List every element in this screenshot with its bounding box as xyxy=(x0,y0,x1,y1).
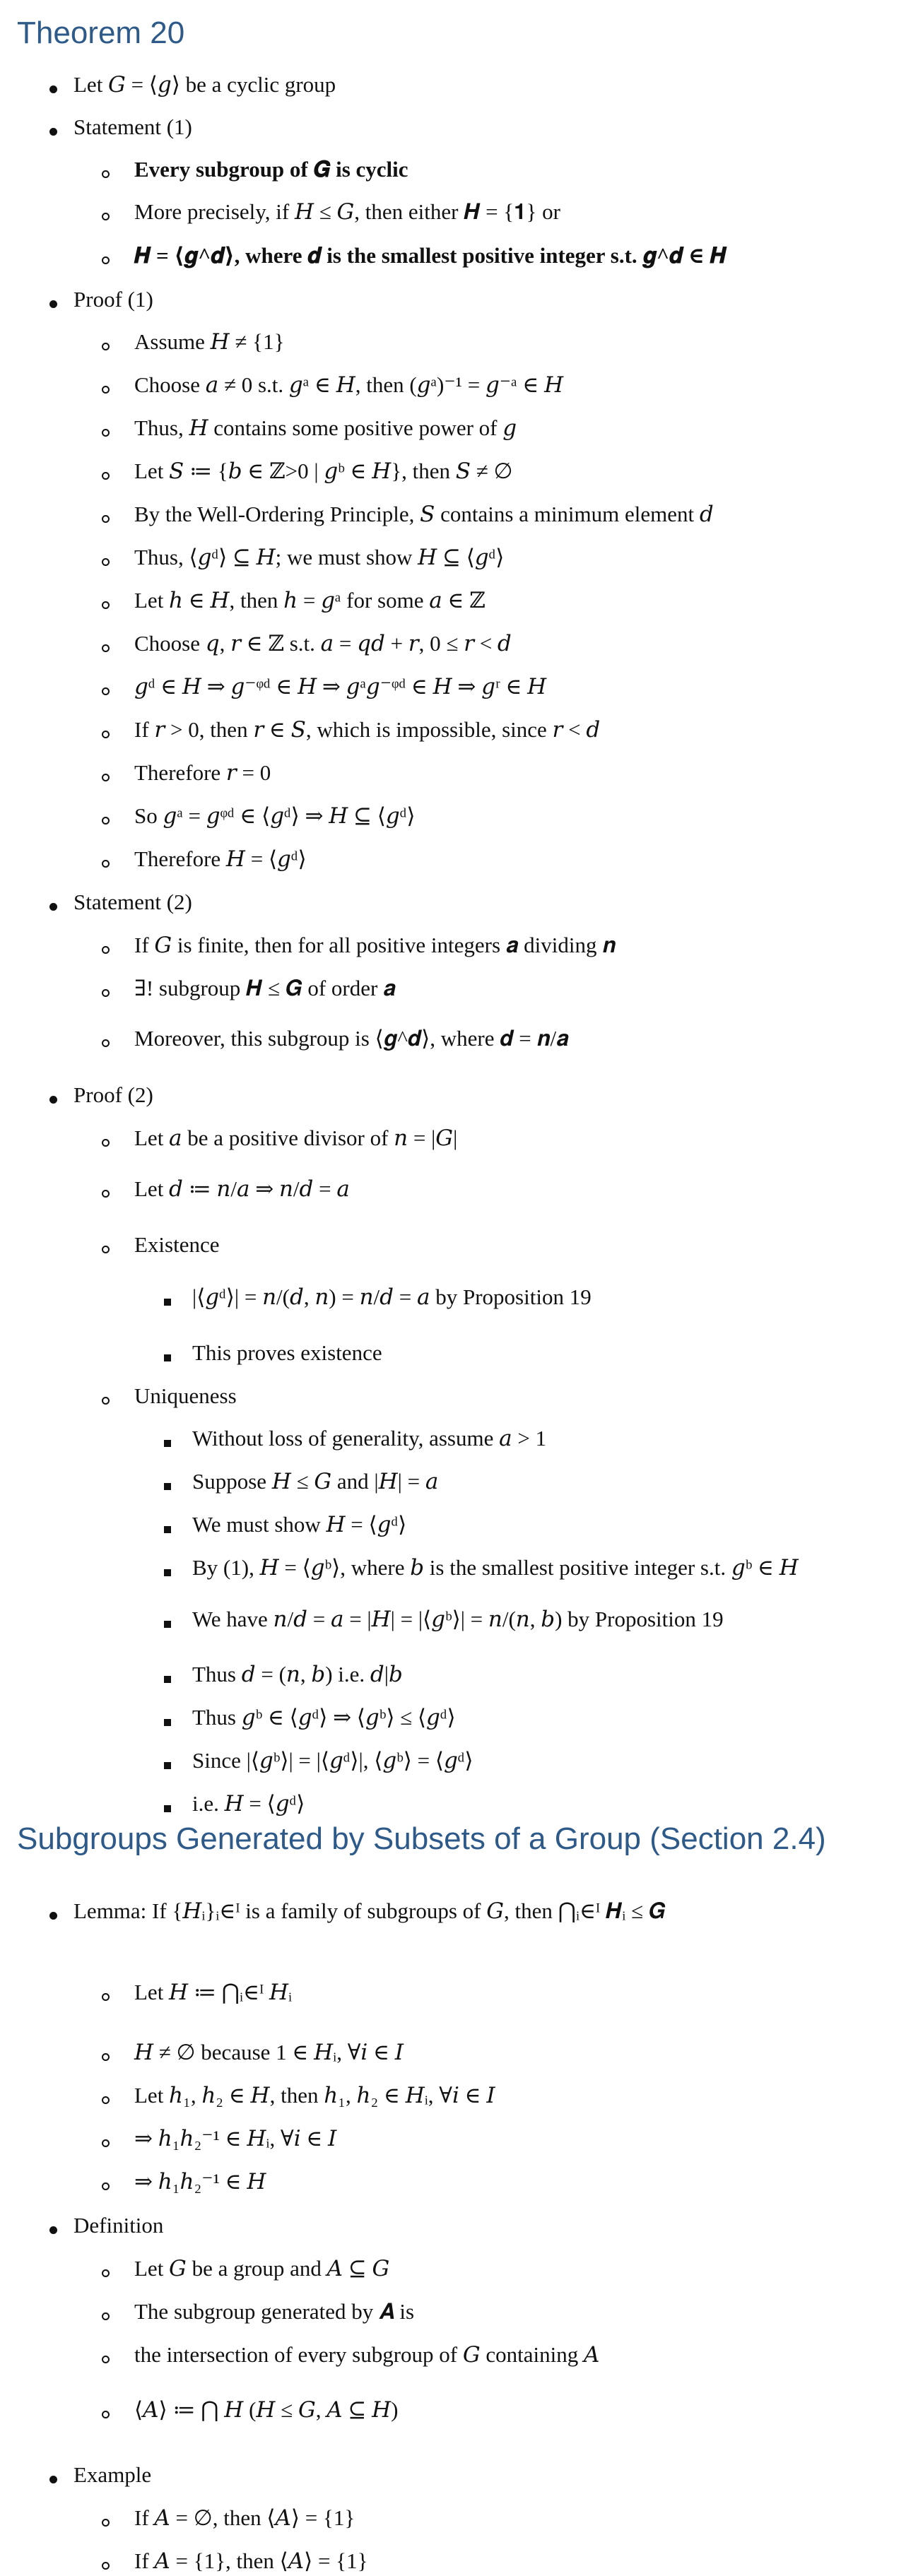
list-item-t23: Moreover, this subgroup is ⟨𝒈^𝒅⟩, where 𝒅 = 𝒏/𝒂 xyxy=(134,1026,569,1051)
bullet-icon xyxy=(164,1756,171,1772)
list-item-t26: Let 𝑑 ≔ 𝑛/𝑎 ⇒ 𝑛/𝑑 = 𝑎 xyxy=(134,1176,350,1201)
list-item-t17: Therefore 𝑟 = 0 xyxy=(134,760,271,785)
list-item-s1: Lemma: If {𝐻ᵢ}ᵢ∈ᴵ is a family of subgroups of 𝐺, then ⋂ᵢ∈ᴵ 𝑯ᵢ ≤ 𝑮 xyxy=(73,1898,666,1923)
bullet-icon xyxy=(102,2264,110,2280)
list-item-t31: Without loss of generality, assume 𝑎 > 1 xyxy=(192,1426,547,1451)
bullet-icon xyxy=(164,1349,171,1364)
bullet-icon xyxy=(49,1091,57,1106)
theorem-heading: Theorem 20 xyxy=(17,16,185,50)
list-item-s10: the intersection of every subgroup of 𝐺 containing 𝐴 xyxy=(134,2342,600,2367)
list-item-t35: We have 𝑛/𝑑 = 𝑎 = |𝐻| = |⟨𝑔ᵇ⟩| = 𝑛/(𝑛, 𝑏) by Proposition 19 xyxy=(192,1607,724,1631)
bullet-icon xyxy=(102,941,110,957)
bullet-icon xyxy=(164,1800,171,1815)
list-item-t16: If 𝑟 > 0, then 𝑟 ∈ 𝑆, which is impossible, since 𝑟 < 𝑑 xyxy=(134,717,601,742)
bullet-icon xyxy=(102,1988,110,2004)
list-item-s6: ⇒ ℎ₁ℎ₂⁻¹ ∈ 𝐻 xyxy=(134,2169,266,2194)
bullet-icon xyxy=(164,1477,171,1493)
list-item-s12: Example xyxy=(73,2462,152,2487)
list-item-s3: 𝐻 ≠ ∅ because 1 ∈ 𝐻ᵢ, ∀𝑖 ∈ 𝐼 xyxy=(134,2040,404,2064)
list-item-t15: 𝑔ᵈ ∈ 𝐻 ⇒ 𝑔⁻ᵠᵈ ∈ 𝐻 ⇒ 𝑔ᵃ𝑔⁻ᵠᵈ ∈ 𝐻 ⇒ 𝑔ʳ ∈ 𝐻 xyxy=(134,674,547,699)
bullet-icon xyxy=(164,1520,171,1536)
bullet-icon xyxy=(102,596,110,612)
list-item-t30: Uniqueness xyxy=(134,1383,237,1408)
list-item-t18: So 𝑔ᵃ = 𝑔ᵠᵈ ∈ ⟨𝑔ᵈ⟩ ⇒ 𝐻 ⊆ ⟨𝑔ᵈ⟩ xyxy=(134,803,416,828)
list-item-s9: The subgroup generated by 𝑨 is xyxy=(134,2299,415,2324)
bullet-icon xyxy=(102,1034,110,1050)
list-item-s4: Let ℎ₁, ℎ₂ ∈ 𝐻, then ℎ₁, ℎ₂ ∈ 𝐻ᵢ, ∀𝑖 ∈ 𝐼 xyxy=(134,2083,495,2108)
list-item-t4: More precisely, if 𝐻 ≤ 𝐺, then either 𝑯 = {𝟏} or xyxy=(134,199,560,224)
bullet-icon xyxy=(102,338,110,353)
list-item-t13: Let ℎ ∈ 𝐻, then ℎ = 𝑔ᵃ for some 𝑎 ∈ ℤ xyxy=(134,588,486,613)
bullet-icon xyxy=(102,769,110,784)
list-item-t20: Statement (2) xyxy=(73,890,192,914)
bullet-icon xyxy=(102,2178,110,2193)
bullet-icon xyxy=(102,1241,110,1256)
list-item-s2: Let 𝐻 ≔ ⋂ᵢ∈ᴵ 𝐻ᵢ xyxy=(134,1980,293,2004)
list-item-s13: If 𝐴 = ∅, then ⟨𝐴⟩ = {1} xyxy=(134,2505,355,2530)
list-item-t21: If 𝐺 is finite, then for all positive integers 𝒂 dividing 𝒏 xyxy=(134,933,616,957)
list-item-t3: Every subgroup of 𝑮 is cyclic xyxy=(134,157,408,182)
bullet-icon xyxy=(164,1713,171,1729)
list-item-t9: Thus, 𝐻 contains some positive power of 𝑔 xyxy=(134,415,517,440)
list-item-t6: Proof (1) xyxy=(73,287,153,312)
bullet-icon xyxy=(102,510,110,526)
list-item-t27: Existence xyxy=(134,1232,220,1257)
bullet-icon xyxy=(49,2471,57,2486)
list-item-s11: ⟨𝐴⟩ ≔ ⋂ 𝐻 (𝐻 ≤ 𝐺, 𝐴 ⊆ 𝐻) xyxy=(134,2397,399,2422)
list-item-t34: By (1), 𝐻 = ⟨𝑔ᵇ⟩, where 𝑏 is the smallest positive integer s.t. 𝑔ᵇ ∈ 𝐻 xyxy=(192,1555,799,1580)
list-item-t8: Choose 𝑎 ≠ 0 s.t. 𝑔ᵃ ∈ 𝐻, then (𝑔ᵃ)⁻¹ = 𝑔⁻ᵃ ∈ 𝐻 xyxy=(134,372,564,397)
bullet-icon xyxy=(102,2134,110,2150)
bullet-icon xyxy=(102,812,110,827)
list-item-t5: 𝑯 = ⟨𝒈^𝒅⟩, where 𝒅 is the smallest positive integer s.t. 𝒈^𝒅 ∈ 𝑯 xyxy=(134,243,726,268)
bullet-icon xyxy=(102,1392,110,1407)
bullet-icon xyxy=(102,2557,110,2572)
bullet-icon xyxy=(102,381,110,396)
list-item-s7: Definition xyxy=(73,2213,164,2238)
list-item-t10: Let 𝑆 ≔ {𝑏 ∈ ℤ>0 | 𝑔ᵇ ∈ 𝐻}, then 𝑆 ≠ ∅ xyxy=(134,459,513,483)
bullet-icon xyxy=(49,1907,57,1922)
bullet-icon xyxy=(102,2048,110,2064)
list-item-t32: Suppose 𝐻 ≤ 𝐺 and |𝐻| = 𝑎 xyxy=(192,1469,439,1494)
list-item-t29: This proves existence xyxy=(192,1340,382,1365)
bullet-icon xyxy=(102,252,110,267)
bullet-icon xyxy=(102,165,110,181)
list-item-t19: Therefore 𝐻 = ⟨𝑔ᵈ⟩ xyxy=(134,846,307,871)
list-item-s14: If 𝐴 = {1}, then ⟨𝐴⟩ = {1} xyxy=(134,2548,368,2573)
bullet-icon xyxy=(102,639,110,655)
list-item-s5: ⇒ ℎ₁ℎ₂⁻¹ ∈ 𝐻ᵢ, ∀𝑖 ∈ 𝐼 xyxy=(134,2126,337,2151)
list-item-t28: |⟨𝑔ᵈ⟩| = 𝑛/(𝑑, 𝑛) = 𝑛/𝑑 = 𝑎 by Proposition 19 xyxy=(192,1284,592,1309)
bullet-icon xyxy=(49,123,57,138)
bullet-icon xyxy=(102,2308,110,2323)
bullet-icon xyxy=(102,2351,110,2366)
list-item-t38: Since |⟨𝑔ᵇ⟩| = |⟨𝑔ᵈ⟩|, ⟨𝑔ᵇ⟩ = ⟨𝑔ᵈ⟩ xyxy=(192,1748,473,1773)
bullet-icon xyxy=(102,2406,110,2421)
list-item-t2: Statement (1) xyxy=(73,114,192,139)
list-item-t7: Assume 𝐻 ≠ {1} xyxy=(134,329,285,354)
bullet-icon xyxy=(102,553,110,569)
bullet-icon xyxy=(102,467,110,483)
list-item-t36: Thus 𝑑 = (𝑛, 𝑏) i.e. 𝑑|𝑏 xyxy=(192,1662,403,1686)
bullet-icon xyxy=(164,1670,171,1686)
list-item-t11: By the Well-Ordering Principle, 𝑆 contains a minimum element 𝑑 xyxy=(134,502,714,526)
bullet-icon xyxy=(102,855,110,870)
section-heading: Subgroups Generated by Subsets of a Group (Section 2.4) xyxy=(17,1821,826,1856)
list-item-t14: Choose 𝑞, 𝑟 ∈ ℤ s.t. 𝑎 = 𝑞𝑑 + 𝑟, 0 ≤ 𝑟 < 𝑑 xyxy=(134,631,512,656)
list-item-t25: Let 𝑎 be a positive divisor of 𝑛 = |𝐺| xyxy=(134,1125,458,1150)
list-item-t37: Thus 𝑔ᵇ ∈ ⟨𝑔ᵈ⟩ ⇒ ⟨𝑔ᵇ⟩ ≤ ⟨𝑔ᵈ⟩ xyxy=(192,1705,456,1730)
list-item-t12: Thus, ⟨𝑔ᵈ⟩ ⊆ 𝐻; we must show 𝐻 ⊆ ⟨𝑔ᵈ⟩ xyxy=(134,545,505,569)
bullet-icon xyxy=(49,2221,57,2237)
list-item-s8: Let 𝐺 be a group and 𝐴 ⊆ 𝐺 xyxy=(134,2256,390,2281)
bullet-icon xyxy=(164,1293,171,1308)
list-item-t33: We must show 𝐻 = ⟨𝑔ᵈ⟩ xyxy=(192,1512,407,1537)
bullet-icon xyxy=(164,1434,171,1450)
bullet-icon xyxy=(102,2514,110,2529)
bullet-icon xyxy=(102,424,110,439)
bullet-icon xyxy=(102,984,110,1000)
bullet-icon xyxy=(102,726,110,741)
bullet-icon xyxy=(102,208,110,223)
bullet-icon xyxy=(164,1564,171,1579)
list-item-t1: Let 𝐺 = ⟨𝑔⟩ be a cyclic group xyxy=(73,72,336,97)
bullet-icon xyxy=(49,295,57,311)
bullet-icon xyxy=(164,1615,171,1631)
bullet-icon xyxy=(102,683,110,698)
list-item-t24: Proof (2) xyxy=(73,1082,153,1107)
bullet-icon xyxy=(102,1185,110,1200)
bullet-icon xyxy=(102,1134,110,1150)
bullet-icon xyxy=(49,898,57,914)
list-item-t22: ∃! subgroup 𝑯 ≤ 𝑮 of order 𝒂 xyxy=(134,976,396,1000)
list-item-t39: i.e. 𝐻 = ⟨𝑔ᵈ⟩ xyxy=(192,1791,305,1816)
bullet-icon xyxy=(49,81,57,96)
bullet-icon xyxy=(102,2091,110,2107)
